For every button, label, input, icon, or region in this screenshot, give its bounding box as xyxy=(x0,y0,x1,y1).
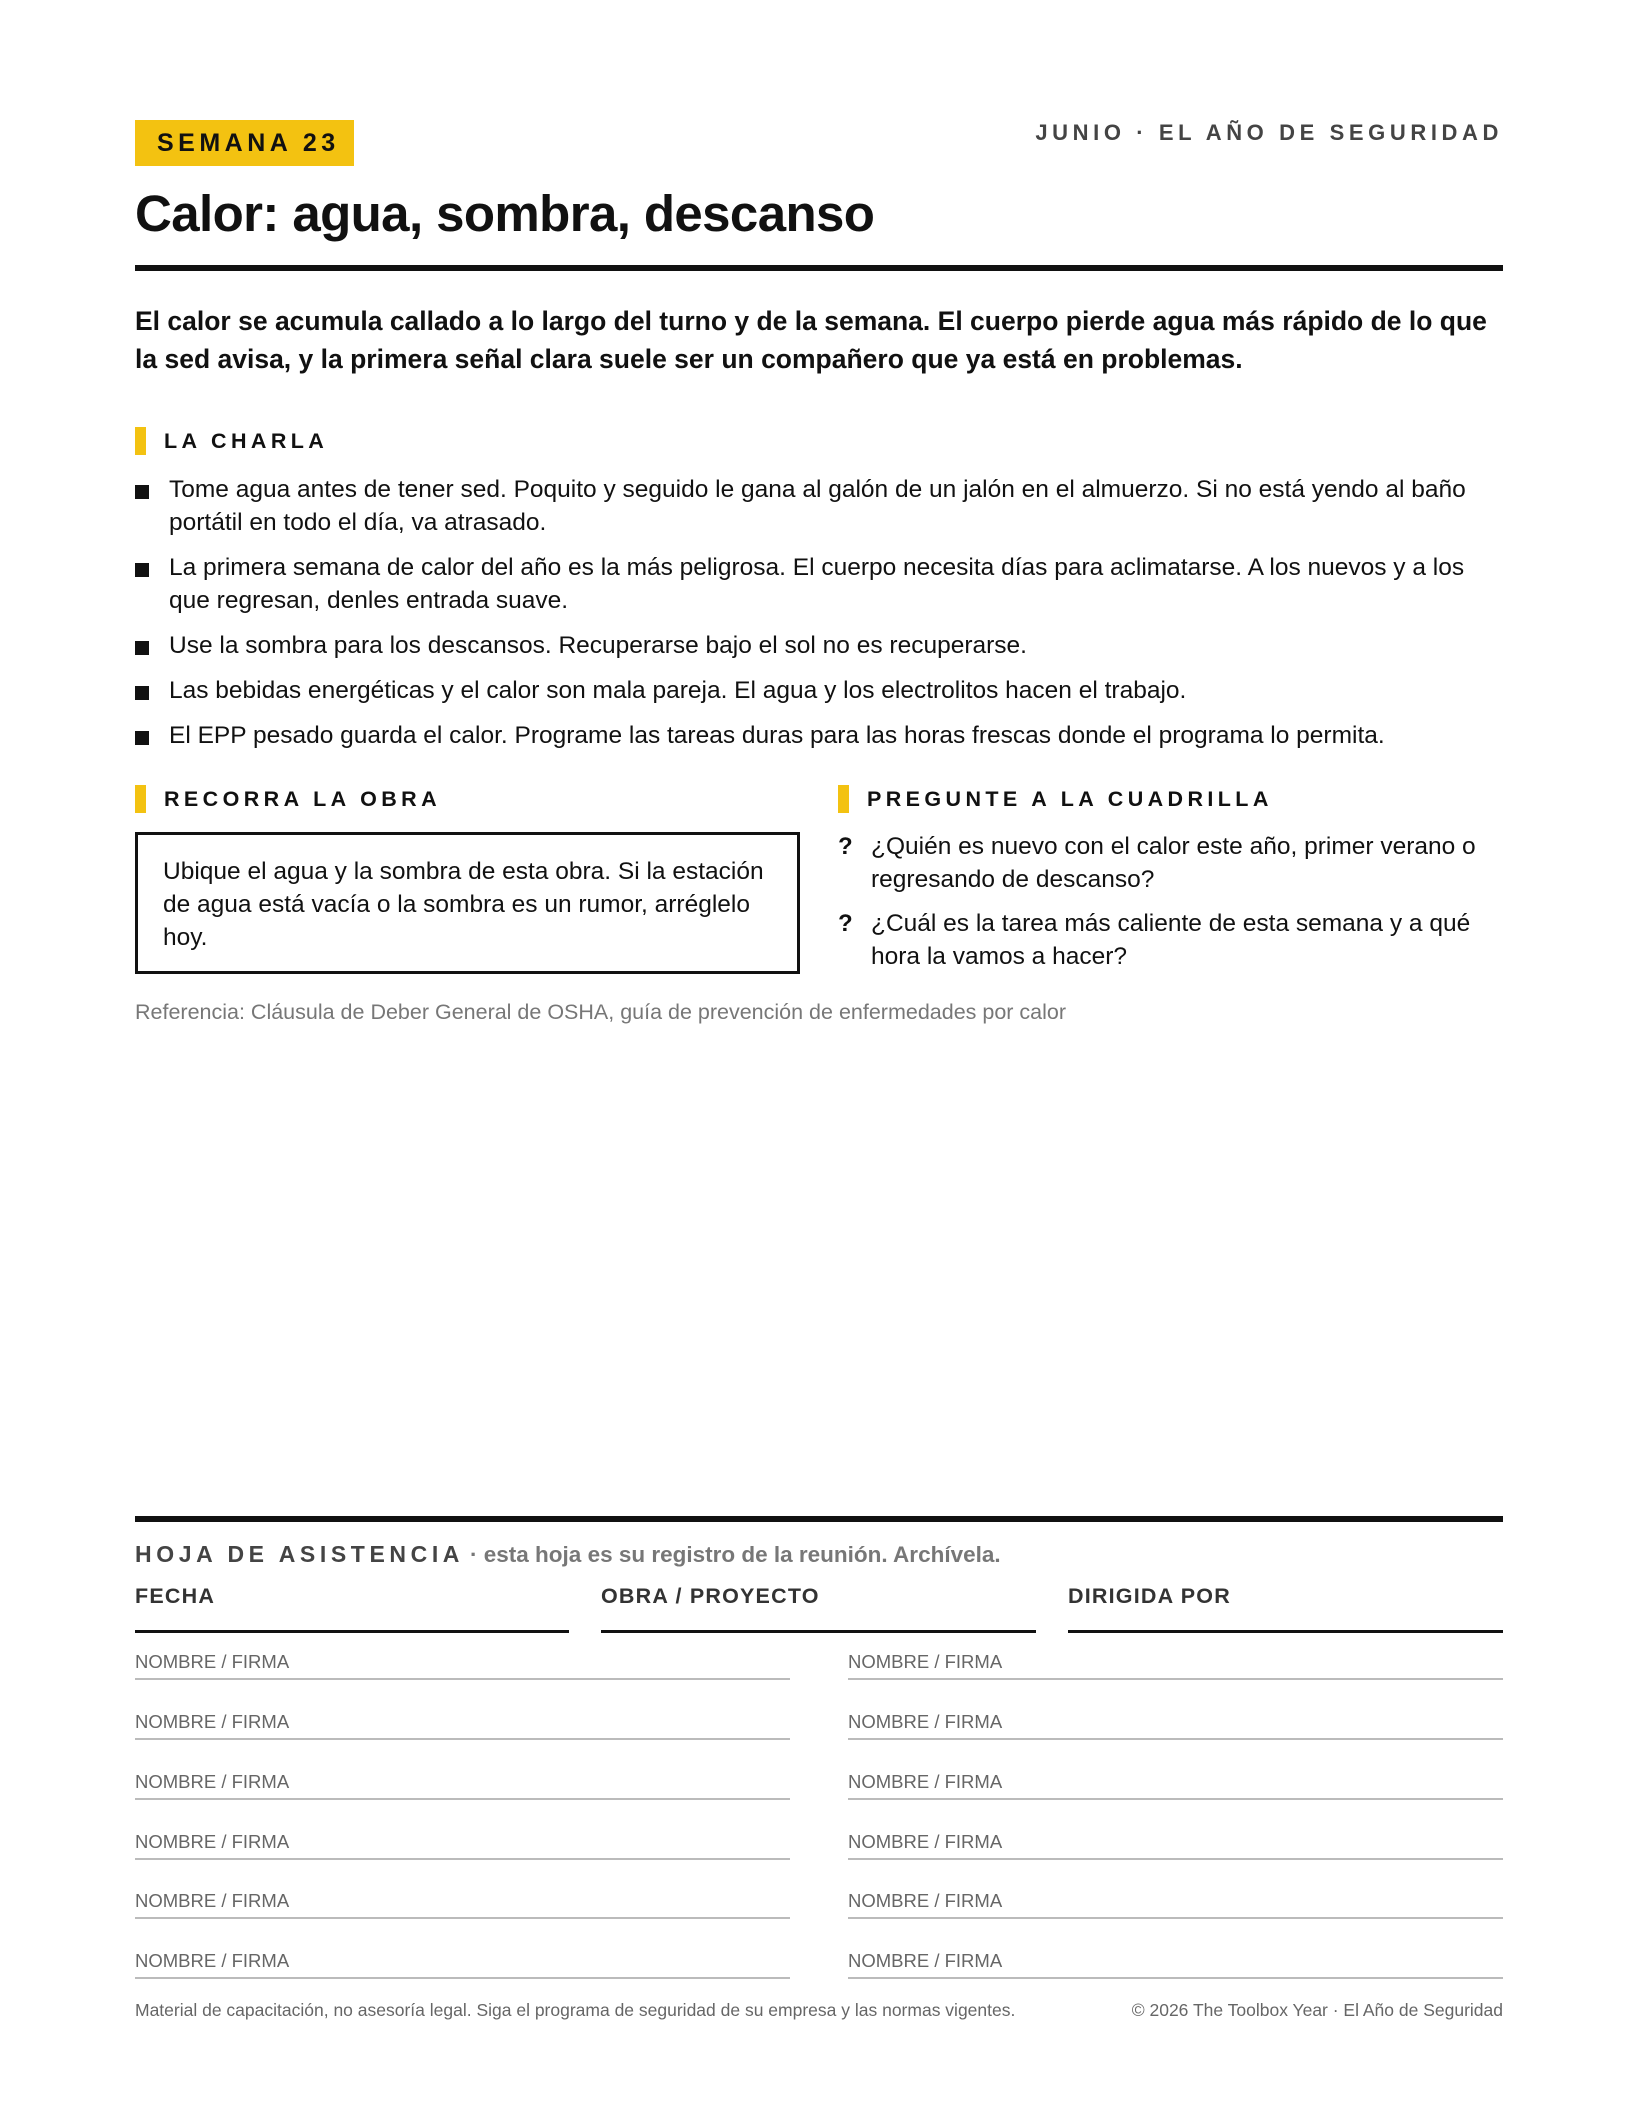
walk-text: Ubique el agua y la sombra de esta obra. Si la estación de agua está vacía o la sombra es un rumor, arréglelo hoy. xyxy=(163,858,764,951)
signature-label: NOMBRE / FIRMA xyxy=(135,1831,290,1852)
signature-label: NOMBRE / FIRMA xyxy=(848,1651,1003,1672)
safety-talk-sheet xyxy=(135,0,1503,2112)
signature-line[interactable] xyxy=(848,1710,1503,1740)
signature-label: NOMBRE / FIRMA xyxy=(848,1711,1003,1732)
crew-question-list xyxy=(838,830,1503,984)
led-by-field[interactable] xyxy=(1068,1630,1503,1633)
bullet-text: La primera semana de calor del año es la más peligrosa. El cuerpo necesita días para aclimatarse. A los nuevos y a los que regresan, denles entrada suave. xyxy=(169,554,1465,614)
attendance-heading-label: HOJA DE ASISTENCIA xyxy=(135,1541,465,1567)
question-text: ¿Cuál es la tarea más caliente de esta semana y a qué hora la vamos a hacer? xyxy=(871,910,1471,970)
square-bullet-icon xyxy=(135,641,149,655)
bullet-text: El EPP pesado guarda el calor. Programe las tareas duras para las horas frescas donde el programa lo permita. xyxy=(169,722,1385,749)
signature-line[interactable] xyxy=(135,1650,790,1680)
signature-line[interactable] xyxy=(848,1650,1503,1680)
signature-line[interactable] xyxy=(848,1949,1503,1979)
attendance-note: · esta hoja es su registro de la reunión. Archívela. xyxy=(470,1542,1001,1567)
signature-label: NOMBRE / FIRMA xyxy=(135,1711,290,1732)
talk-heading-label: LA CHARLA xyxy=(164,429,329,453)
signature-label: NOMBRE / FIRMA xyxy=(848,1771,1003,1792)
signature-label: NOMBRE / FIRMA xyxy=(848,1890,1003,1911)
signature-label: NOMBRE / FIRMA xyxy=(135,1950,290,1971)
signature-line[interactable] xyxy=(848,1889,1503,1919)
attendance-heading xyxy=(135,1541,1001,1568)
list-item xyxy=(135,674,1503,707)
signature-label: NOMBRE / FIRMA xyxy=(135,1651,290,1672)
attendance-divider xyxy=(135,1516,1503,1522)
signature-line[interactable] xyxy=(135,1889,790,1919)
signature-line[interactable] xyxy=(135,1770,790,1800)
walk-heading-label: RECORRA LA OBRA xyxy=(164,787,442,811)
bullet-text: Tome agua antes de tener sed. Poquito y seguido le gana al galón de un jalón en el almuerzo. Si no está yendo al baño portátil en todo el día, va atrasado. xyxy=(169,476,1466,536)
signature-line[interactable] xyxy=(135,1949,790,1979)
signature-line[interactable] xyxy=(848,1770,1503,1800)
series-label: JUNIO · EL AÑO DE SEGURIDAD xyxy=(1035,120,1503,145)
square-bullet-icon xyxy=(135,686,149,700)
bullet-text: Las bebidas energéticas y el calor son mala pareja. El agua y los electrolitos hacen el trabajo. xyxy=(169,677,1187,704)
ask-heading-label: PREGUNTE A LA CUADRILLA xyxy=(867,787,1273,811)
question-text: ¿Quién es nuevo con el calor este año, primer verano o regresando de descanso? xyxy=(871,833,1476,893)
talk-bullet-list xyxy=(135,473,1503,764)
section-accent-bar xyxy=(135,427,146,455)
led-by-label: DIRIGIDA POR xyxy=(1068,1584,1231,1608)
signature-line[interactable] xyxy=(135,1830,790,1860)
week-badge: SEMANA 23 xyxy=(135,120,354,166)
signature-label: NOMBRE / FIRMA xyxy=(848,1950,1003,1971)
square-bullet-icon xyxy=(135,731,149,745)
square-bullet-icon xyxy=(135,485,149,499)
section-accent-bar xyxy=(135,785,146,813)
footer-copyright: © 2026 The Toolbox Year · El Año de Seguridad xyxy=(1131,2000,1503,2020)
list-item xyxy=(135,473,1503,539)
project-field[interactable] xyxy=(601,1630,1036,1633)
date-label: FECHA xyxy=(135,1584,216,1608)
signature-label: NOMBRE / FIRMA xyxy=(135,1771,290,1792)
list-item xyxy=(135,719,1503,752)
page-title: Calor: agua, sombra, descanso xyxy=(135,185,875,242)
signature-label: NOMBRE / FIRMA xyxy=(848,1831,1003,1852)
signature-line[interactable] xyxy=(848,1830,1503,1860)
list-item xyxy=(838,907,1503,973)
walk-callout-box xyxy=(135,832,800,974)
lead-paragraph: El calor se acumula callado a lo largo del turno y de la semana. El cuerpo pierde agua más rápido de lo que la sed avisa, y la primera señal clara suele ser un compañero que ya está en problemas. xyxy=(135,306,1487,374)
list-item xyxy=(135,551,1503,617)
question-mark-icon: ? xyxy=(838,910,853,937)
project-label: OBRA / PROYECTO xyxy=(601,1584,820,1608)
title-divider xyxy=(135,265,1503,271)
signature-line[interactable] xyxy=(135,1710,790,1740)
signature-label: NOMBRE / FIRMA xyxy=(135,1890,290,1911)
reference-note: Referencia: Cláusula de Deber General de OSHA, guía de prevención de enfermedades por calor xyxy=(135,1000,1067,1024)
question-mark-icon: ? xyxy=(838,833,853,860)
list-item xyxy=(838,830,1503,896)
list-item xyxy=(135,629,1503,662)
date-field[interactable] xyxy=(135,1630,569,1633)
footer-disclaimer: Material de capacitación, no asesoría legal. Siga el programa de seguridad de su empresa y las normas vigentes. xyxy=(135,2000,1016,2020)
bullet-text: Use la sombra para los descansos. Recuperarse bajo el sol no es recuperarse. xyxy=(169,632,1027,659)
square-bullet-icon xyxy=(135,563,149,577)
section-accent-bar xyxy=(838,785,849,813)
